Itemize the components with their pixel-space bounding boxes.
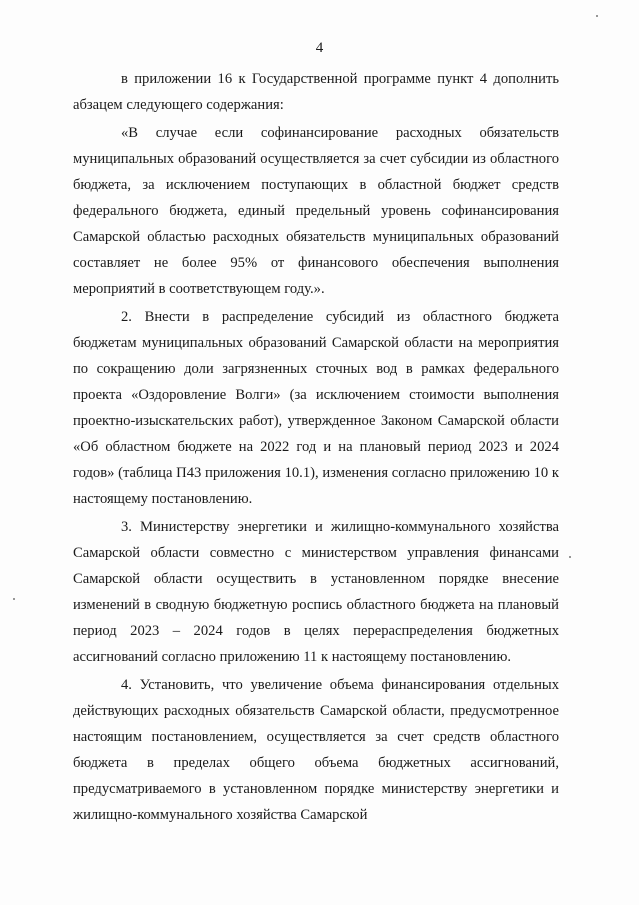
scan-speck	[569, 556, 571, 558]
paragraph-item-3: 3. Министерству энергетики и жилищно-коммунального хозяйства Самарской области совместно с министерством управления финансами Самарской области осуществить в установленном порядке внесение изменений в сводную бюджетную роспись областного бюджета на плановый период 2023 – 2024 годов в целях перераспределения бюджетных ассигнований согласно приложению 11 к настоящему постановлению.	[73, 519, 559, 665]
scan-speck	[13, 598, 15, 600]
scan-speck	[596, 15, 598, 17]
paragraph-item-4: 4. Установить, что увеличение объема финансирования отдельных действующих расходных обязательств Самарской области, предусмотренное настоящим постановлением, осуществляется за счет средств областного бюджета в пределах общего объема бюджетных ассигнований, предусматриваемого в установленном порядке министерству энергетики и жилищно-коммунального хозяйства Самарской	[73, 677, 559, 823]
document-body	[73, 66, 559, 828]
page-number: 4	[315, 40, 324, 56]
paragraph-quoted-amendment: «В случае если софинансирование расходных обязательств муниципальных образований осуществляется за счет субсидии из областного бюджета, за исключением поступающих в областной бюджет средств федерального бюджета, единый предельный уровень софинансирования Самарской областью расходных обязательств муниципальных образований составляет не более 95% от финансового обеспечения выполнения мероприятий в соответствующем году.».	[73, 125, 559, 297]
paragraph-appendix-16: в приложении 16 к Государственной программе пункт 4 дополнить абзацем следующего содержания:	[73, 71, 559, 113]
paragraph-item-2: 2. Внести в распределение субсидий из областного бюджета бюджетам муниципальных образований Самарской области на мероприятия по сокращению доли загрязненных сточных вод в рамках федерального проекта «Оздоровление Волги» (за исключением стоимости выполнения проектно-изыскательских работ), утвержденное Законом Самарской области «Об областном бюджете на 2022 год и на плановый период 2023 и 2024 годов» (таблица П43 приложения 10.1), изменения согласно приложению 10 к настоящему постановлению.	[73, 309, 559, 507]
